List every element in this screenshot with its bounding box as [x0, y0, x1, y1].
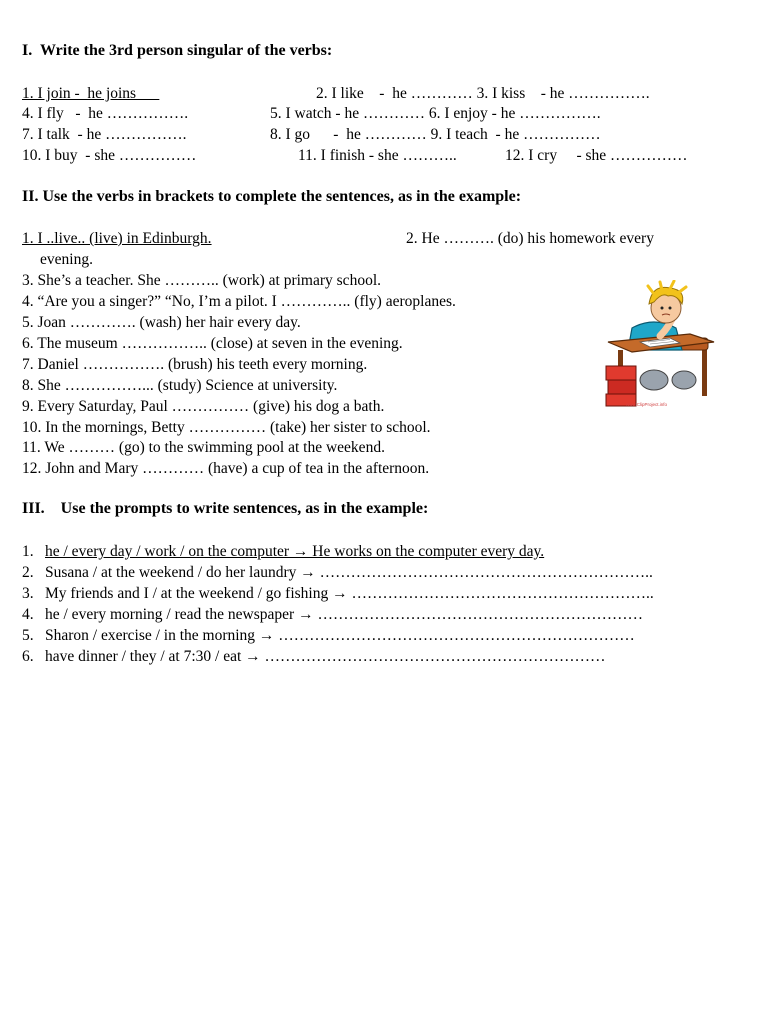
boy-at-desk-illustration: [604, 280, 718, 414]
s2-item-6: 6. The museum …………….. (close) at seven in the evening.: [22, 335, 403, 352]
s3-item-5-text: Sharon / exercise / in the morning → ……………………………………………………………: [45, 627, 635, 644]
s3-item-3-num: 3.: [22, 585, 34, 602]
s2-item-4: 4. “Are you a singer?” “No, I’m a pilot. I ………….. (fly) aeroplanes.: [22, 293, 456, 310]
s3-item-4-text: he / every morning / read the newspaper → ………………………………………………………: [45, 606, 643, 623]
s3-item-5-num: 5.: [22, 627, 34, 644]
s3-item-1-num: 1.: [22, 543, 34, 560]
s3-item-4-num: 4.: [22, 606, 34, 623]
s1-row2-right: 5. I watch - he ………… 6. I enjoy - he …………….: [270, 105, 601, 122]
s1-row4-col2: 11. I finish - she ………..: [298, 147, 457, 164]
s3-item-2-num: 2.: [22, 564, 34, 581]
s2-item-12: 12. John and Mary ………… (have) a cup of tea in the afternoon.: [22, 460, 430, 477]
s3-item-1-text: he / every day / work / on the computer → He works on the computer every day.: [45, 543, 545, 560]
image-credit: www.ClipProject.info: [626, 402, 668, 407]
s2-item-2: 2. He ………. (do) his homework every: [406, 230, 654, 247]
s1-row2-left: 4. I fly - he …………….: [22, 105, 189, 122]
s1-row3-left: 7. I talk - he …………….: [22, 126, 187, 143]
section-2-heading: II. Use the verbs in brackets to complete the sentences, as in the example:: [22, 188, 522, 205]
s3-item-6-text: have dinner / they / at 7:30 / eat → …………………………………………………………: [45, 648, 606, 665]
s3-item-3-text: My friends and I / at the weekend / go fishing → …………………………………………………..: [45, 585, 654, 602]
s3-item-2-text: Susana / at the weekend / do her laundry → ………………………………………………………..: [45, 564, 653, 581]
s3-item-6-num: 6.: [22, 648, 34, 665]
s1-row1-right: 2. I like - he ………… 3. I kiss - he …………….: [316, 85, 650, 102]
s2-item-3: 3. She’s a teacher. She ……….. (work) at primary school.: [22, 272, 381, 289]
s1-row4-col1: 10. I buy - she ……………: [22, 147, 197, 164]
s2-item-5: 5. Joan …………. (wash) her hair every day.: [22, 314, 301, 331]
s1-row4-col3: 12. I cry - she ……………: [505, 147, 688, 164]
section-1-heading: I. Write the 3rd person singular of the verbs:: [22, 42, 333, 59]
section-3-heading: III. Use the prompts to write sentences, as in the example:: [22, 500, 429, 517]
s1-row1-left: 1. I join - he joins: [22, 85, 160, 102]
s2-item-9: 9. Every Saturday, Paul …………… (give) his dog a bath.: [22, 398, 385, 415]
s2-item-8: 8. She ……………... (study) Science at university.: [22, 377, 338, 394]
s2-item-10: 10. In the mornings, Betty …………… (take) her sister to school.: [22, 419, 431, 436]
s1-row3-right: 8. I go - he ………… 9. I teach - he ……………: [270, 126, 601, 143]
s2-item-11: 11. We ……… (go) to the swimming pool at the weekend.: [22, 439, 385, 456]
s2-item-2-cont: evening.: [40, 251, 93, 268]
s2-item-1: 1. I ..live.. (live) in Edinburgh.: [22, 230, 212, 247]
s2-item-7: 7. Daniel ……………. (brush) his teeth every morning.: [22, 356, 368, 373]
